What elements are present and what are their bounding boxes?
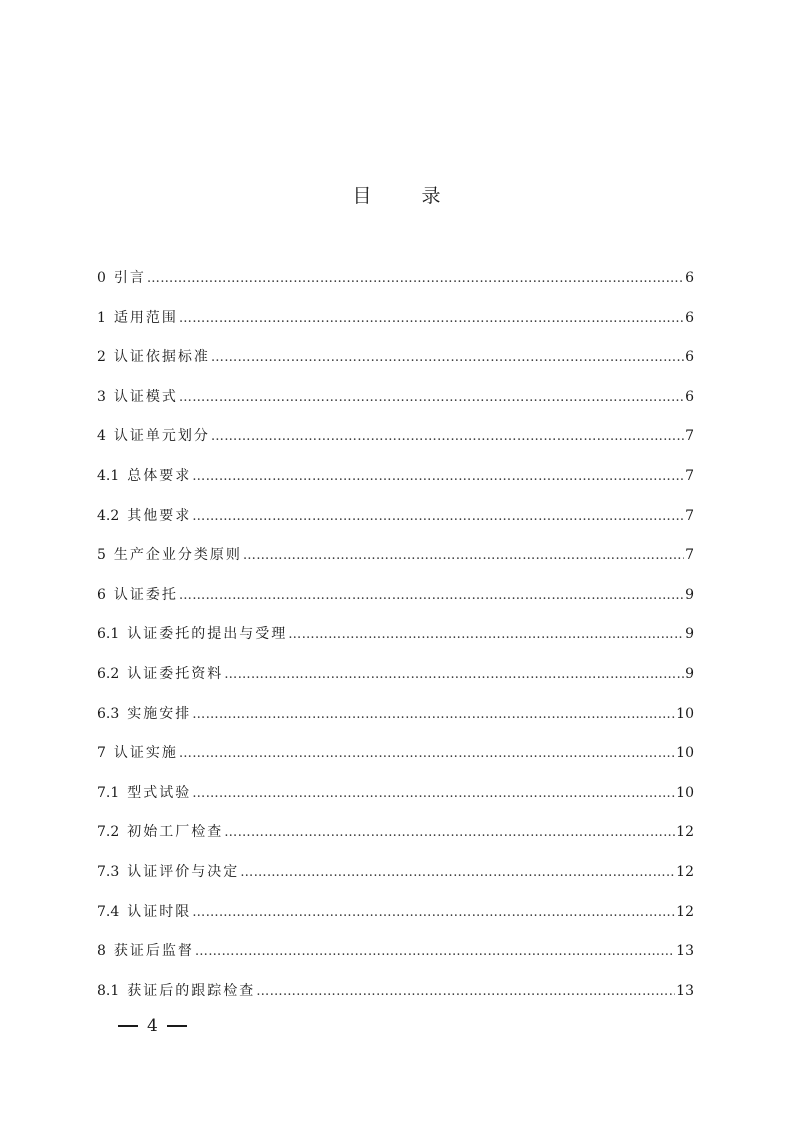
toc-entry-title: 获证后的跟踪检查 xyxy=(127,982,256,999)
toc-entry-number: 6 xyxy=(97,586,106,603)
toc-entry-number: 1 xyxy=(97,309,106,326)
toc-entry-7-2[interactable] xyxy=(97,818,694,858)
toc-entry-number: 3 xyxy=(97,388,106,405)
table-of-contents xyxy=(97,264,694,1016)
toc-entry-page: 13 xyxy=(676,943,694,960)
toc-dot-leader xyxy=(179,384,684,412)
toc-entry-page: 10 xyxy=(676,745,694,762)
toc-entry-page: 6 xyxy=(685,388,694,405)
toc-dot-leader xyxy=(179,740,675,768)
toc-dot-leader xyxy=(147,265,684,293)
toc-entry-title: 其他要求 xyxy=(127,507,192,524)
toc-entry-page: 9 xyxy=(685,626,694,643)
footer-dash-right xyxy=(167,1025,187,1027)
toc-entry-page: 10 xyxy=(676,705,694,722)
page-number: 4 xyxy=(147,1016,158,1036)
toc-entry-page: 9 xyxy=(685,586,694,603)
toc-entry-title: 引言 xyxy=(113,270,146,286)
toc-entry-page: 10 xyxy=(676,784,694,801)
toc-entry-8[interactable] xyxy=(97,937,694,977)
toc-entry-page: 6 xyxy=(685,309,694,326)
toc-dot-leader xyxy=(192,780,675,808)
toc-entry-3[interactable] xyxy=(97,383,694,423)
toc-entry-7-4[interactable] xyxy=(97,898,694,938)
toc-dot-leader xyxy=(211,423,684,451)
toc-dot-leader xyxy=(224,661,684,689)
toc-entry-number: 7 xyxy=(97,745,106,762)
toc-entry-4-1[interactable] xyxy=(97,462,694,502)
toc-entry-title: 型式试验 xyxy=(127,784,192,801)
toc-entry-title: 认证评价与决定 xyxy=(127,863,240,880)
toc-entry-number: 8.1 xyxy=(97,982,120,999)
toc-entry-title: 认证委托 xyxy=(113,586,178,603)
toc-entry-title: 实施安排 xyxy=(127,705,192,722)
toc-dot-leader xyxy=(211,344,684,372)
toc-entry-6-2[interactable] xyxy=(97,660,694,700)
toc-dot-leader xyxy=(195,938,675,966)
toc-dot-leader xyxy=(224,819,675,847)
toc-entry-number: 7.1 xyxy=(97,784,120,801)
toc-entry-number: 5 xyxy=(97,547,106,564)
toc-dot-leader xyxy=(256,978,675,1006)
toc-dot-leader xyxy=(179,305,684,333)
toc-dot-leader xyxy=(192,899,675,927)
toc-entry-6-1[interactable] xyxy=(97,620,694,660)
toc-entry-1[interactable] xyxy=(97,304,694,344)
page-title: 目 录 xyxy=(352,185,463,207)
toc-entry-page: 7 xyxy=(685,547,694,564)
toc-dot-leader xyxy=(243,542,684,570)
toc-dot-leader xyxy=(179,582,684,610)
toc-entry-8-1[interactable] xyxy=(97,977,694,1017)
toc-entry-page: 13 xyxy=(676,982,694,999)
toc-entry-7-3[interactable] xyxy=(97,858,694,898)
toc-entry-title: 认证时限 xyxy=(127,903,192,920)
toc-entry-title: 总体要求 xyxy=(127,467,192,484)
toc-dot-leader xyxy=(240,859,675,887)
toc-entry-page: 7 xyxy=(685,467,694,484)
toc-entry-page: 7 xyxy=(685,507,694,524)
toc-entry-number: 0 xyxy=(97,270,106,286)
toc-entry-2[interactable] xyxy=(97,343,694,383)
toc-dot-leader xyxy=(192,463,684,491)
toc-entry-title: 生产企业分类原则 xyxy=(113,547,242,564)
toc-entry-page: 12 xyxy=(676,903,694,920)
toc-entry-title: 初始工厂检查 xyxy=(127,824,224,841)
toc-entry-title: 认证委托的提出与受理 xyxy=(127,626,288,643)
toc-entry-title: 适用范围 xyxy=(113,309,178,326)
toc-entry-number: 6.3 xyxy=(97,705,120,722)
toc-dot-leader xyxy=(192,503,684,531)
toc-entry-number: 4 xyxy=(97,428,106,445)
toc-entry-page: 12 xyxy=(676,824,694,841)
toc-entry-number: 6.2 xyxy=(97,665,120,682)
toc-entry-title: 认证委托资料 xyxy=(127,665,224,682)
toc-entry-title: 认证依据标准 xyxy=(113,349,210,366)
toc-entry-page: 12 xyxy=(676,863,694,880)
page-footer xyxy=(118,1012,187,1040)
toc-entry-number: 6.1 xyxy=(97,626,120,643)
toc-entry-page: 6 xyxy=(685,270,694,286)
toc-entry-title: 获证后监督 xyxy=(113,943,194,960)
toc-entry-6[interactable] xyxy=(97,581,694,621)
toc-entry-page: 7 xyxy=(685,428,694,445)
toc-dot-leader xyxy=(288,621,684,649)
toc-entry-title: 认证实施 xyxy=(113,745,178,762)
toc-entry-page: 9 xyxy=(685,665,694,682)
toc-entry-number: 7.2 xyxy=(97,824,120,841)
toc-entry-number: 7.3 xyxy=(97,863,120,880)
toc-entry-number: 4.1 xyxy=(97,467,120,484)
toc-entry-number: 8 xyxy=(97,943,106,960)
toc-entry-title: 认证单元划分 xyxy=(113,428,210,445)
toc-entry-number: 2 xyxy=(97,349,106,366)
footer-dash-left xyxy=(118,1025,138,1027)
toc-entry-6-3[interactable] xyxy=(97,700,694,740)
toc-entry-7[interactable] xyxy=(97,739,694,779)
toc-entry-5[interactable] xyxy=(97,541,694,581)
toc-entry-7-1[interactable] xyxy=(97,779,694,819)
toc-entry-title: 认证模式 xyxy=(113,388,178,405)
toc-entry-4-2[interactable] xyxy=(97,502,694,542)
toc-entry-0[interactable] xyxy=(97,264,694,304)
toc-entry-4[interactable] xyxy=(97,422,694,462)
toc-dot-leader xyxy=(192,701,675,729)
toc-entry-page: 6 xyxy=(685,349,694,366)
toc-entry-number: 7.4 xyxy=(97,903,120,920)
toc-entry-number: 4.2 xyxy=(97,507,120,524)
